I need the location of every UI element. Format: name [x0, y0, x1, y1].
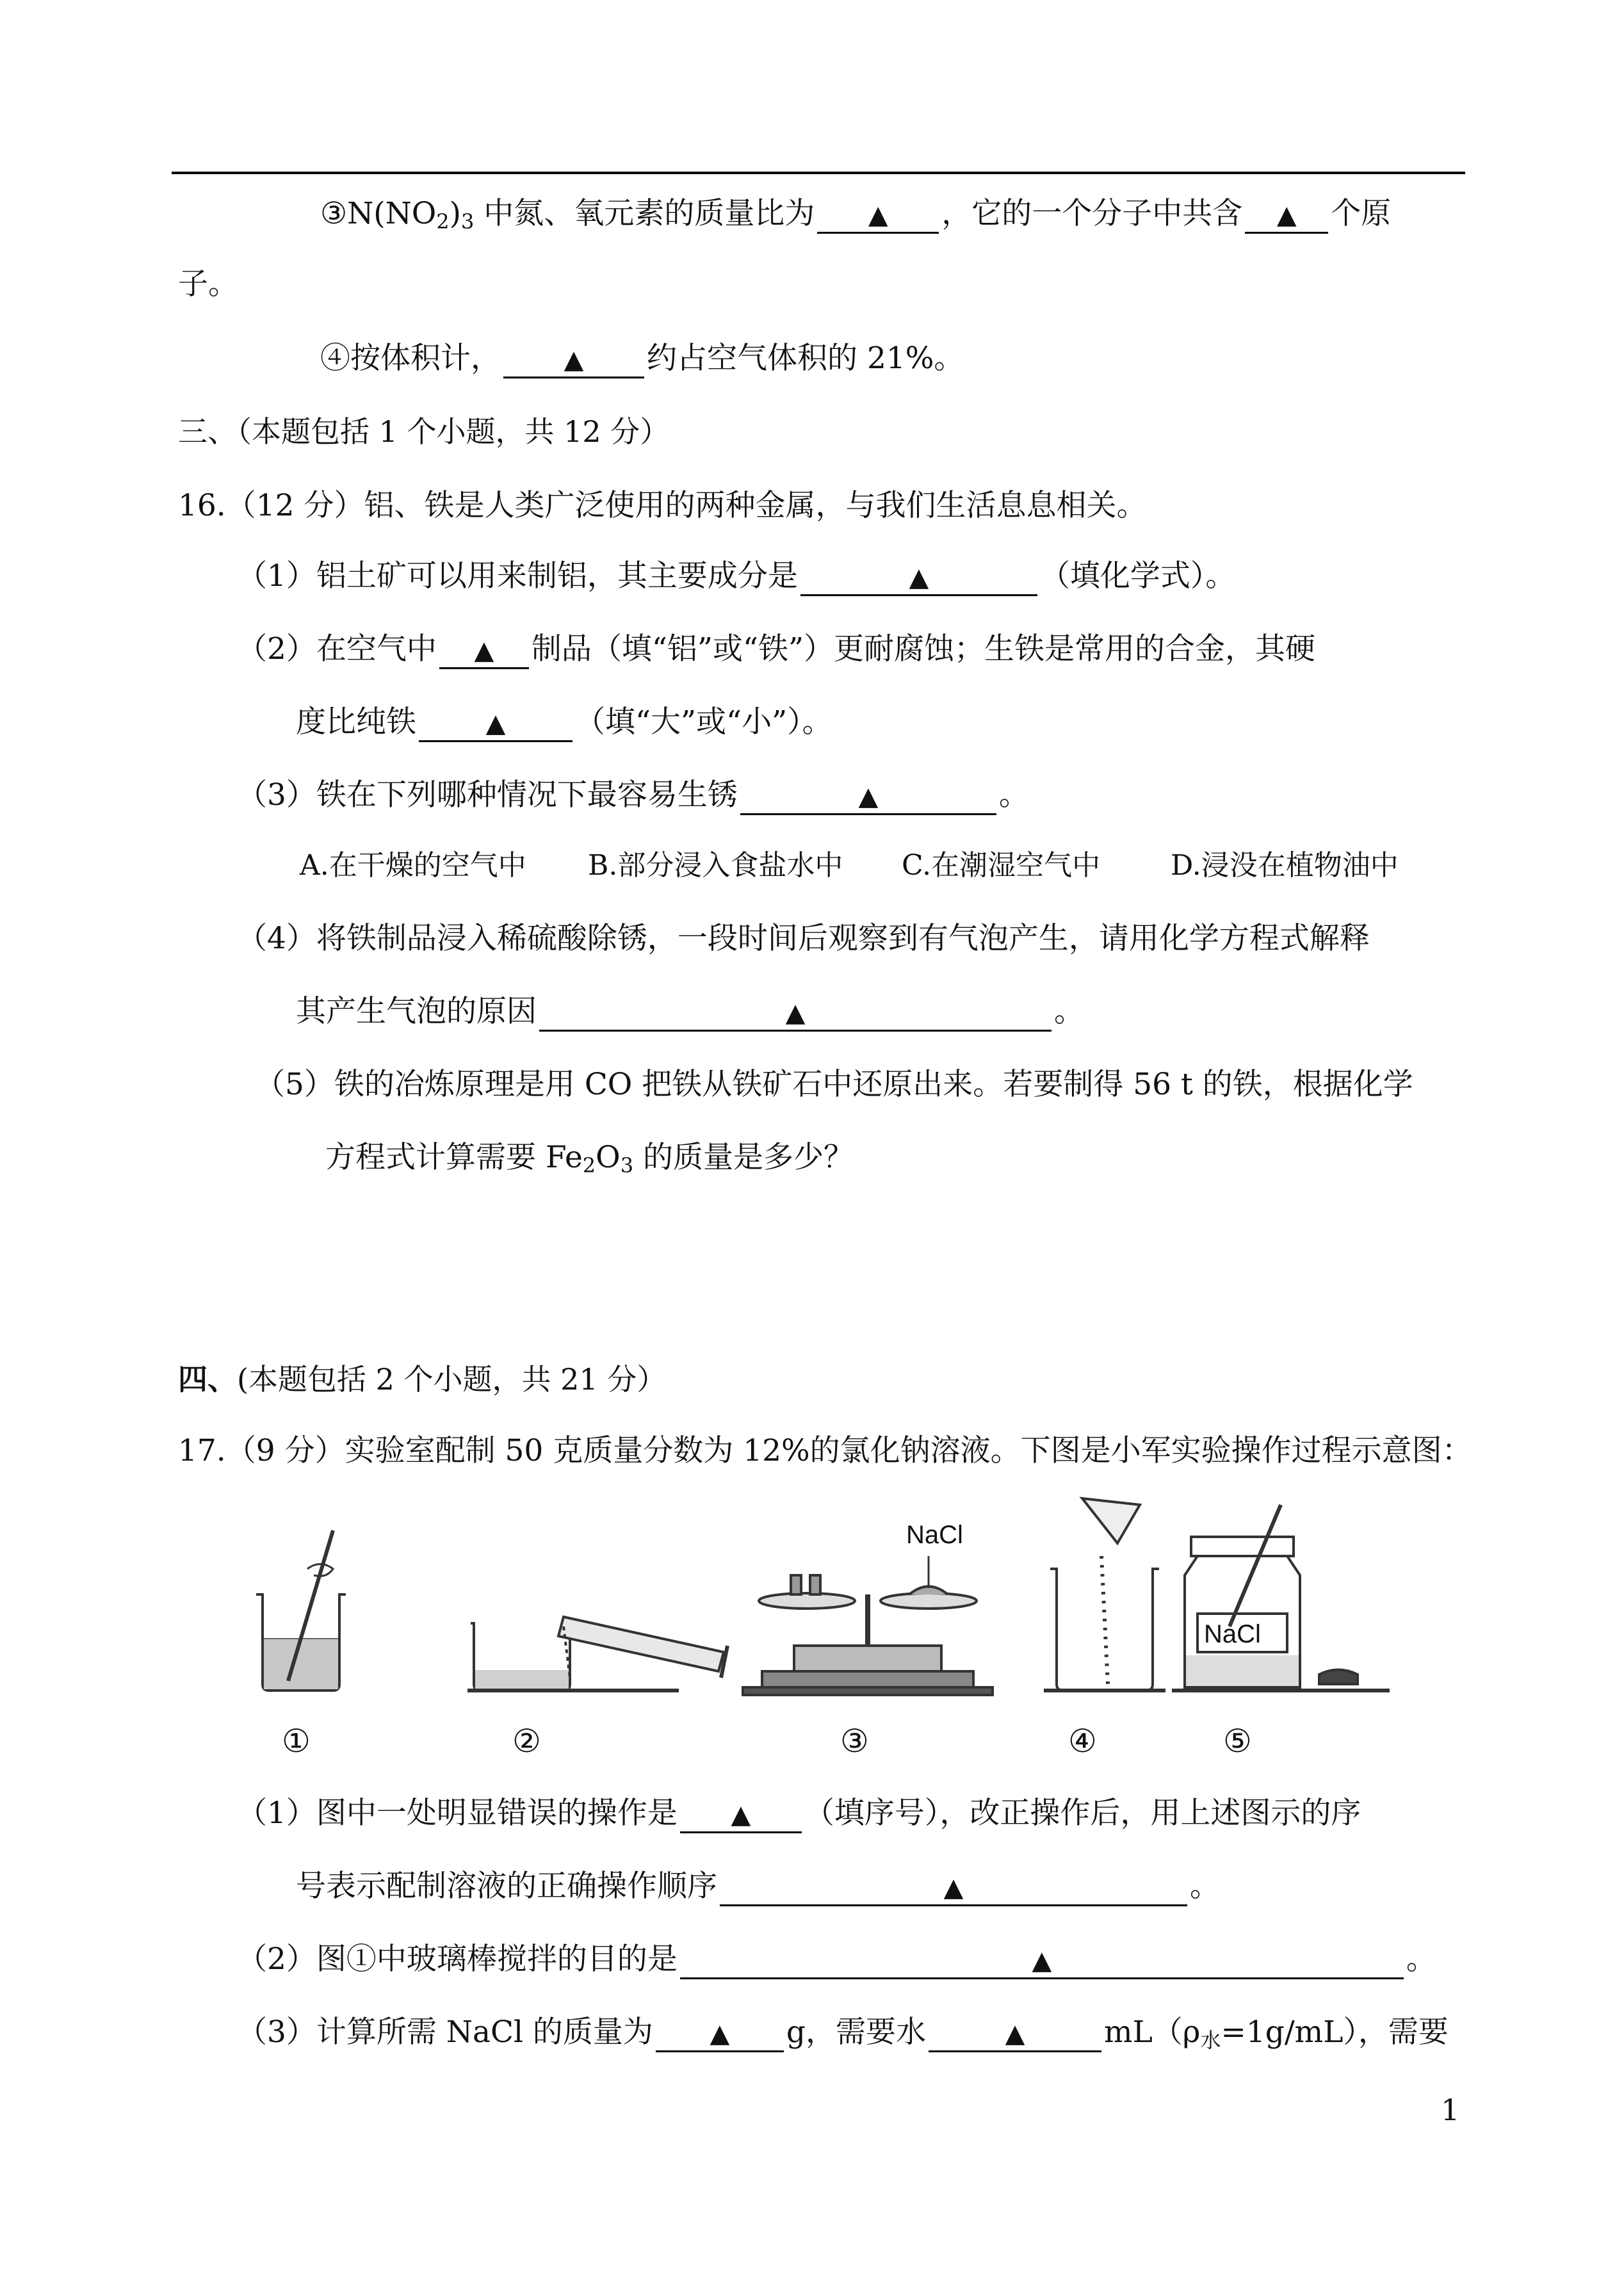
text: 制品（填“铝”或“铁”）更耐腐蚀；生铁是常用的合金，其硬: [531, 631, 1316, 667]
subscript: 3: [460, 209, 475, 234]
text: =1g/mL），需要: [1221, 2015, 1449, 2050]
text: 。: [1406, 1942, 1436, 1977]
answer-blank[interactable]: [1245, 197, 1328, 234]
triangle-mark: ▲: [1276, 200, 1297, 230]
answer-blank[interactable]: [740, 779, 996, 815]
triangle-mark: ▲: [485, 709, 506, 738]
figure-label-5: ⑤: [1223, 1723, 1252, 1760]
q16-part-2-cont: [296, 703, 832, 742]
option-c[interactable]: C.在潮湿空气中: [902, 849, 1101, 882]
text: （1）铝土矿可以用来制铝，其主要成分是: [237, 558, 798, 594]
text: 方程式计算需要 Fe: [325, 1140, 583, 1175]
text: （2）在空气中: [237, 631, 437, 667]
answer-blank[interactable]: [539, 995, 1052, 1032]
answer-blank[interactable]: [656, 2016, 784, 2052]
answer-blank[interactable]: [680, 1797, 802, 1833]
answer-blank[interactable]: [720, 1870, 1187, 1906]
header-rule: [172, 172, 1465, 174]
text: 约占空气体积的 21%。: [647, 341, 964, 376]
answer-blank[interactable]: [817, 197, 939, 234]
triangle-mark: ▲: [909, 563, 929, 592]
figure-label-2: ②: [512, 1723, 541, 1760]
text: 的质量是多少？: [633, 1140, 854, 1175]
text: 号表示配制溶液的正确操作顺序: [296, 1869, 717, 1904]
text: 。: [998, 777, 1029, 813]
q17-part-1: [237, 1794, 1361, 1833]
figure-4-adding-solid: [1044, 1498, 1165, 1691]
q16-part-4-cont: [296, 993, 1084, 1032]
figure-label-4: ④: [1068, 1723, 1097, 1760]
triangle-mark: ▲: [1032, 1946, 1052, 1975]
answer-blank[interactable]: [680, 1943, 1404, 1979]
q16-stem: 16.（12 分）铝、铁是人类广泛使用的两种金属，与我们生活息息相关。: [178, 488, 1147, 523]
answer-blank[interactable]: [929, 2016, 1101, 2052]
text: ，它的一个分子中共含: [941, 196, 1243, 231]
triangle-mark: ▲: [858, 782, 879, 811]
nacl-label: NaCl: [906, 1521, 963, 1549]
figure-label-1: ①: [282, 1723, 311, 1760]
text: （1）图中一处明显错误的操作是: [237, 1796, 678, 1831]
triangle-mark: ▲: [943, 1873, 964, 1902]
triangle-mark: ▲: [474, 636, 494, 665]
q16-part-2: [237, 630, 1315, 669]
triangle-mark: ▲: [710, 2019, 730, 2048]
q16-part-1: [237, 557, 1235, 596]
option-d[interactable]: D.浸没在植物油中: [1171, 849, 1399, 882]
q16-part-5: （5）铁的冶炼原理是用 CO 把铁从铁矿石中还原出来。若要制得 56 t 的铁，根据化学: [255, 1067, 1413, 1102]
bottle-nacl-label: NaCl: [1204, 1620, 1261, 1648]
text: 个原: [1331, 196, 1392, 231]
text: 中氮、氧元素的质量比为: [474, 196, 815, 231]
figure-1-stirring: [256, 1530, 346, 1691]
q15-line-3-cont: 子。: [178, 266, 238, 302]
subscript: 水: [1200, 2028, 1221, 2052]
q16-part-4: （4）将铁制品浸入稀硫酸除锈，一段时间后观察到有气泡产生，请用化学方程式解释: [237, 921, 1370, 956]
triangle-mark: ▲: [785, 998, 806, 1028]
text: （填化学式）。: [1039, 558, 1236, 594]
text: （填“大”或“小”）。: [575, 704, 832, 740]
q16-part-5-cont: [325, 1139, 854, 1177]
text: 。: [1054, 994, 1084, 1029]
triangle-mark: ▲: [731, 1800, 751, 1829]
q15-line-3: [320, 195, 1391, 234]
section-4-heading: [178, 1360, 666, 1399]
text: (本题包括 2 个小题，共 21 分）: [237, 1362, 667, 1397]
text: 四、: [178, 1362, 237, 1397]
text: ): [449, 196, 461, 231]
text: 。: [1190, 1869, 1220, 1904]
text: 度比纯铁: [296, 704, 416, 740]
text: （填序号），改正操作后，用上述图示的序: [804, 1796, 1361, 1831]
section-3-heading: 三、（本题包括 1 个小题，共 12 分）: [178, 414, 670, 449]
text: （3）铁在下列哪种情况下最容易生锈: [237, 777, 738, 813]
triangle-mark: ▲: [868, 200, 888, 230]
q16-options: [300, 847, 1399, 885]
option-b[interactable]: B.部分浸入食盐水中: [588, 849, 843, 882]
answer-blank[interactable]: [503, 342, 644, 378]
answer-blank[interactable]: [419, 706, 572, 742]
page-number: 1: [1441, 2093, 1460, 2127]
triangle-mark: ▲: [1005, 2019, 1025, 2048]
answer-blank[interactable]: [800, 560, 1037, 596]
q17-part-3: [237, 2013, 1449, 2052]
text: mL（ρ: [1104, 2015, 1201, 2050]
q15-line-4: [320, 339, 964, 378]
text: 其产生气泡的原因: [296, 994, 537, 1029]
subscript: 3: [620, 1153, 634, 1178]
subscript: 2: [436, 209, 450, 234]
answer-blank[interactable]: [439, 633, 529, 669]
text: O: [596, 1140, 621, 1175]
q17-part-1-cont: [296, 1867, 1220, 1906]
figure-3-balance: [743, 1556, 993, 1695]
q17-stem: 17.（9 分）实验室配制 50 克质量分数为 12%的氯化钠溶液。下图是小军实验操作过程示意图：: [178, 1433, 1472, 1468]
text: （3）计算所需 NaCl 的质量为: [237, 2015, 653, 2050]
subscript: 2: [582, 1153, 596, 1178]
option-a[interactable]: A.在干燥的空气中: [300, 849, 526, 882]
figure-5-reagent-bottle: [1172, 1505, 1390, 1691]
figure-label-3: ③: [840, 1723, 869, 1760]
q16-part-3: [237, 776, 1029, 815]
text: ③N(NO: [320, 196, 437, 231]
text: ④按体积计，: [320, 341, 501, 376]
text: （2）图①中玻璃棒搅拌的目的是: [237, 1942, 678, 1977]
triangle-mark: ▲: [564, 345, 584, 375]
figure-2-pouring: [467, 1617, 727, 1691]
text: g，需要水: [786, 2015, 927, 2050]
q17-part-2: [237, 1940, 1436, 1979]
experiment-figure: [231, 1492, 1390, 1761]
